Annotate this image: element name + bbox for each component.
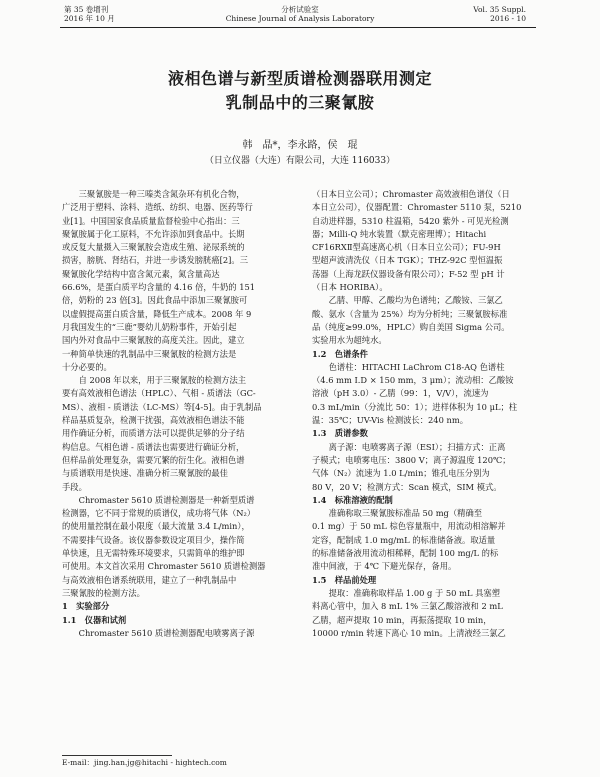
body-line: 不需要排气设备。该仪器参数设定项目少，操作简 xyxy=(62,534,245,545)
body-line: 器；Milli-Q 纯水装置（默克密理博）；Hitachi xyxy=(312,228,487,239)
body-line: 用作确证分析，而质谱方法可以提供足够的分子结 xyxy=(62,428,245,439)
body-line: 荡器（上海龙跃仪器设备有限公司）；F-52 型 pH 计 xyxy=(312,268,505,279)
body-line: 66.6%，是蛋白质平均含量的 4.16 倍，牛奶的 151 xyxy=(62,282,256,293)
body-column-left xyxy=(62,188,304,640)
body-line: 手段。 xyxy=(62,481,87,492)
body-line: 三聚氰胺是一种三嗪类含氮杂环有机化合物， xyxy=(62,189,245,199)
body-line: 单快速，且无需特殊环境要求，只需简单的维护即 xyxy=(62,548,245,559)
body-line: 10000 r/min 转速下离心 10 min。上清液经三氯乙 xyxy=(312,627,506,638)
body-line: 子模式；电喷雾电压：3800 V；离子源温度 120℃； xyxy=(312,454,511,465)
body-line: 气体（N₂）流速为 1.0 L/min；锥孔电压分别为 xyxy=(312,468,490,479)
body-line: 提取：准确称取样品 1.00 g 于 50 mL 具塞塑 xyxy=(312,587,500,598)
body-line: 温：35℃；UV-Vis 检测波长：240 nm。 xyxy=(312,415,469,426)
header-journal-cn: 分析试验室 xyxy=(281,5,319,14)
body-line: 乙腈，超声提取 10 min，再振荡提取 10 min， xyxy=(312,614,492,625)
body-line: 样品基质复杂，检测干扰强，高效液相色谱法不能 xyxy=(62,415,245,426)
footnote-email: E-mail：jing.han.jg@hitachi - hightech.com xyxy=(62,758,227,767)
body-line: （4.6 mm I.D × 150 mm，3 μm）；流动相：乙酸铵 xyxy=(312,375,514,386)
body-line: 准中间液，于 4℃ 下避光保存，备用。 xyxy=(312,561,457,572)
body-line: 色谱柱：HITACHI LaChrom C18-AQ 色谱柱 xyxy=(312,361,505,372)
body-line: 型超声波清洗仪（日本 TGK）；THZ-92C 型恒温振 xyxy=(312,255,503,266)
body-line: 聚氰胺属于化工原料，不允许添加到食品中。长期 xyxy=(62,228,245,239)
body-line: 但样品前处理复杂，需要冗繁的衍生化。液相色谱 xyxy=(62,454,245,465)
body-line: Chromaster 5610 质谱检测器是一种新型质谱 xyxy=(62,494,255,505)
body-line: 1.4 标准溶液的配制 xyxy=(312,494,393,505)
body-line: 0.1 mg）于 50 mL 棕色容量瓶中，用流动相溶解并 xyxy=(312,521,506,532)
body-line: 80 V，20 V；检测方式：Scan 模式，SIM 模式。 xyxy=(312,481,502,492)
header-right xyxy=(473,5,526,23)
body-line: （日本日立公司）；Chromaster 高效液相色谱仪（日 xyxy=(312,189,510,199)
body-line: 损害，膀胱、肾结石，并进一步诱发膀胱癌[2]。三 xyxy=(62,255,248,266)
body-line: 自动进样器，5310 柱温箱，5420 紫外 - 可见光检测 xyxy=(312,215,509,226)
paper-title-line-2: 乳制品中的三聚氰胺 xyxy=(225,93,375,112)
footnote-rule xyxy=(62,755,172,756)
body-line: 料离心管中，加入 8 mL 1% 三氯乙酸溶液和 2 mL xyxy=(312,601,503,612)
body-line: 以虚假提高蛋白质含量，降低生产成本。2008 年 9 xyxy=(62,308,252,319)
body-line: 与质谱联用是快速、准确分析三聚氰胺的最佳 xyxy=(62,468,228,479)
body-line: 一种简单快速的乳制品中三聚氰胺的检测方法是 xyxy=(62,348,237,359)
body-line: 1.3 质谱参数 xyxy=(312,428,368,439)
body-line: 或反复大量摄入三聚氰胺会造成生殖、泌尿系统的 xyxy=(62,242,245,253)
body-line: 酸、氨水（含量为 25%）均为分析纯；三聚氰胺标准 xyxy=(312,308,508,319)
header-rule xyxy=(60,27,536,28)
body-line: 构信息。气相色谱 - 质谱法也需要进行确证分析， xyxy=(62,441,245,452)
body-line: 自 2008 年以来，用于三聚氰胺的检测方法主 xyxy=(62,375,247,386)
body-line: 业[1]。中国国家食品质量监督检验中心指出：三 xyxy=(62,215,240,226)
body-line: 准确称取三聚氰胺标准品 50 mg（精确至 xyxy=(312,508,483,519)
body-line: 1.1 仪器和试剂 xyxy=(62,614,127,625)
body-line: 乙腈、甲醇、乙酸均为色谱纯；乙酸铵、三氯乙 xyxy=(312,295,503,306)
body-line: 品（纯度≥99.0%，HPLC）购自美国 Sigma 公司。 xyxy=(312,321,510,332)
body-line: 检测器，它不同于常规的质谱仪，成功将气体（N₂） xyxy=(62,508,256,519)
body-line: 1.2 色谱条件 xyxy=(312,348,368,359)
body-line: 十分必要的。 xyxy=(62,361,112,372)
paper-affiliation: （日立仪器（大连）有限公司，大连 116033） xyxy=(204,156,396,166)
body-line: 广泛用于塑料、涂料、造纸、纺织、电器、医药等行 xyxy=(62,202,253,213)
body-line: 倍，奶粉的 23 倍[3]。因此食品中添加三聚氰胺可 xyxy=(62,295,248,306)
body-line: 定容，配制成 1.0 mg/mL 的标准储备液。取适量 xyxy=(312,534,496,545)
body-line: 国内外对食品中三聚氰胺的高度关注。因此，建立 xyxy=(62,335,245,346)
body-line: 三聚氰胺的检测方法。 xyxy=(62,587,145,598)
body-line: 月我国发生的“三鹿”婴幼儿奶粉事件，开始引起 xyxy=(62,321,237,332)
body-line: 离子源：电喷雾离子源（ESI）；扫描方式：正离 xyxy=(312,441,506,452)
paper-authors: 韩 晶*，李永路，侯 琨 xyxy=(242,140,358,151)
body-line: 可使用。本文首次采用 Chromaster 5610 质谱检测器 xyxy=(62,561,266,572)
header-volume-en: Vol. 35 Suppl. xyxy=(473,5,526,14)
body-line: 实验用水为超纯水。 xyxy=(312,335,387,346)
body-line: 与高效液相色谱系统联用，建立了一种乳制品中 xyxy=(62,574,237,585)
header-volume-cn: 第 35 卷增刊 xyxy=(64,5,109,14)
body-line: 的标准储备液用流动相稀释，配制 100 mg/L 的标 xyxy=(312,548,499,559)
body-line: 的使用量控制在最小限度（最大流量 3.4 L/min）， xyxy=(62,521,250,532)
body-line: 1 实验部分 xyxy=(62,601,110,612)
header-date-en: 2016 - 10 xyxy=(490,14,526,23)
body-line: 要有高效液相色谱法（HPLC）、气相 - 质谱法（GC- xyxy=(62,388,256,399)
body-line: CF16RXⅡ型高速离心机（日本日立公司）；FU-9H xyxy=(312,242,501,253)
body-line: （日本 HORIBA）。 xyxy=(312,282,388,293)
body-line: 本日立公司），仪器配置：Chromaster 5110 泵，5210 xyxy=(312,202,522,213)
header-date-cn: 2016 年 10 月 xyxy=(64,14,115,23)
body-line: 聚氰胺化学结构中富含氮元素，氮含量高达 xyxy=(62,268,220,279)
paper-title-line-1: 液相色谱与新型质谱检测器联用测定 xyxy=(167,69,432,88)
header-journal-en: Chinese Journal of Analysis Laboratory xyxy=(225,14,375,23)
body-line: 溶液（pH 3.0）- 乙腈（99：1，V/V），流速为 xyxy=(312,388,489,399)
body-column-right xyxy=(312,188,548,640)
body-line: 0.3 mL/min（分流比 50：1）；进样体积为 10 μL；柱 xyxy=(312,401,518,412)
body-line: Chromaster 5610 质谱检测器配电喷雾离子源 xyxy=(62,627,255,638)
body-line: 1.5 样品前处理 xyxy=(312,574,377,585)
body-line: MS）、液相 - 质谱法（LC-MS）等[4-5]。由于乳制品 xyxy=(62,401,262,412)
